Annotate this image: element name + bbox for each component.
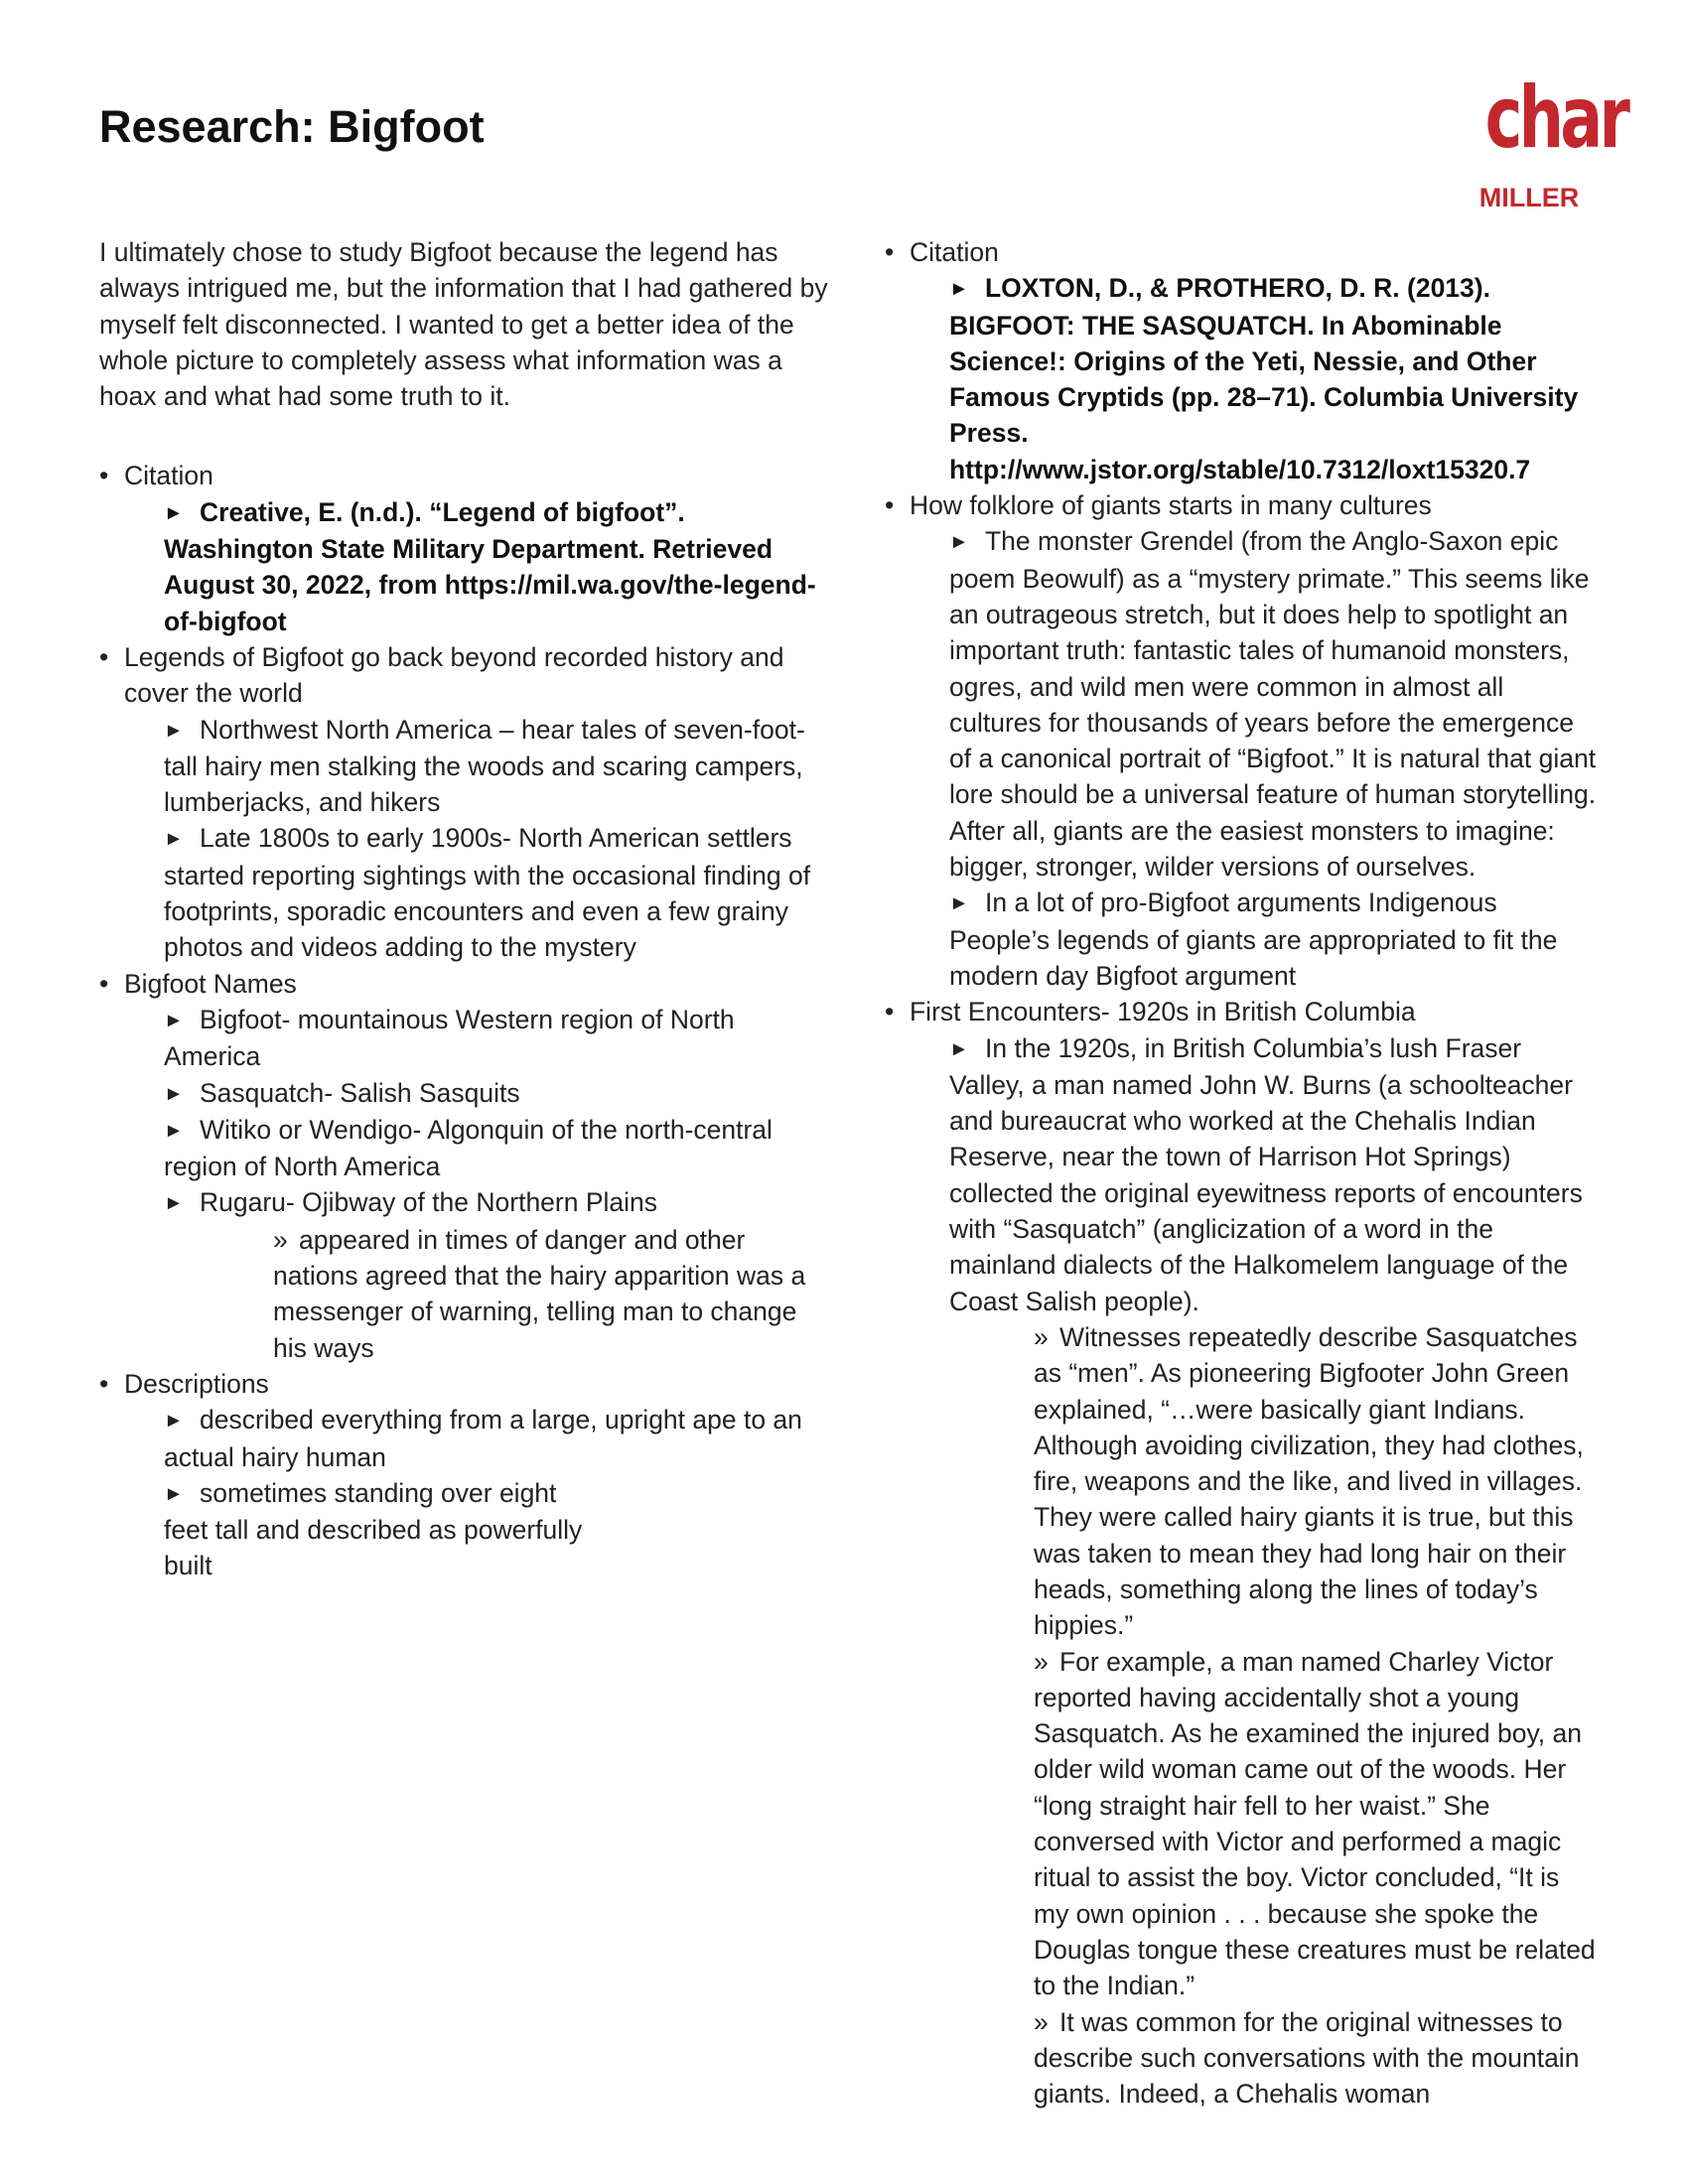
triangle-bullet-icon: ► [164,1082,184,1105]
list-item [99,1402,834,1475]
list-item-text: Bigfoot- mountainous Western region of North America [164,1004,735,1072]
names-bullet [99,966,834,1002]
page-title: Research: Bigfoot [99,101,485,152]
raquo-bullet-icon: » [1034,2006,1049,2037]
encounters-heading: First Encounters- 1920s in British Columbia [910,997,1416,1027]
triangle-bullet-icon: ► [164,501,184,524]
triangle-bullet-icon: ► [164,1192,184,1215]
list-item [99,820,834,965]
list-item-text: The monster Grendel (from the Anglo-Saxon epic poem Beowulf) as a “mystery primate.” This seems like an outrageous stretch, but it does help to spotlight an important truth: fantastic tales of humanoid monsters, ogres, and wild men were common in almost all cultures for thousands of years before the emergence of a canonical portrait of “Bigfoot.” It is natural that giant lore should be a universal feature of human storytelling. After all, giants are the easiest monsters to imagine: bigger, stronger, wilder versions of ourselves. [949,526,1597,883]
citation-reference [99,494,834,639]
sub-list-item-text: appeared in times of danger and other nations agreed that the hairy apparition was a messenger of warning, telling man to change his ways [273,1224,806,1363]
list-item-text: Late 1800s to early 1900s- North American settlers started reporting sightings with the occasional finding of footprints, sporadic encounters and even a few grainy photos and videos adding to the mystery [164,823,811,963]
triangle-bullet-icon: ► [949,278,969,301]
bullet-icon: • [885,997,895,1027]
list-item-text: sometimes standing over eight feet tall and described as powerfully built [164,1477,583,1581]
list-item-text: In the 1920s, in British Columbia’s lush Fraser Valley, a man named John W. Burns (a schoolteacher and bureaucrat who worked at the Chehalis Indian Reserve, near the town of Harrison Hot Springs) collected the original eyewitness reports of encounters with “Sasquatch” (anglicization of a word in the mainland dialects of the Halkomelem language of the Coast Salish people). [949,1032,1583,1316]
list-item [99,1475,834,1584]
list-item [99,1002,834,1075]
logo-miller-text: MILLER [1478,183,1580,212]
bullet-icon: • [885,237,895,267]
sub-list-item [99,1222,834,1366]
list-item-text: Sasquatch- Salish Sasquits [200,1077,520,1108]
left-column [99,234,834,1584]
intro-paragraph: I ultimately chose to study Bigfoot because the legend has always intrigued me, but the information that I had gathered by myself felt disconnected. I wanted to get a better idea of the whole picture to completely assess what information was a hoax and what had some truth to it. [99,237,828,412]
raquo-bullet-icon: » [273,1224,288,1255]
raquo-bullet-icon: » [1034,1321,1049,1352]
list-item-text: In a lot of pro-Bigfoot arguments Indigenous People’s legends of giants are appropriated to fit the modern day Bigfoot argument [949,887,1558,991]
descriptions-bullet [99,1366,834,1402]
list-item-text: Witiko or Wendigo- Algonquin of the north-central region of North America [164,1114,773,1182]
bullet-icon: • [885,490,895,521]
list-item [99,1112,834,1185]
list-item [885,885,1600,994]
sub-list-item-text: It was common for the original witnesses to describe such conversations with the mountain giants. Indeed, a Chehalis woman [1034,2006,1580,2110]
bullet-icon: • [99,461,109,491]
encounters-bullet [885,994,1600,1029]
list-item-text: described everything from a large, upright ape to an actual hairy human [164,1405,802,1472]
citation-heading: Citation [124,461,213,491]
folklore-heading: How folklore of giants starts in many cultures [910,490,1432,521]
triangle-bullet-icon: ► [164,719,184,742]
triangle-bullet-icon: ► [164,1119,184,1142]
logo-char-text: char [1484,68,1627,168]
citation-text: Creative, E. (n.d.). “Legend of bigfoot”. Washington State Military Department. Retrieved August 30, 2022, from https://mil.wa.gov/the-legend-of-bigfoot [164,496,816,636]
list-item [885,1030,1600,1319]
bullet-icon: • [99,1368,109,1399]
citation-heading: Citation [910,237,999,267]
legends-heading: Legends of Bigfoot go back beyond recorded history and cover the world [124,641,784,709]
sub-list-item-text: For example, a man named Charley Victor reported having accidentally shot a young Sasquatch. As he examined the injured boy, an older wild woman came out of the woods. Her “long straight hair fell to her waist.” She conversed with Victor and performed a magic ritual to assist the boy. Victor concluded, “It is my own opinion . . . because she spoke the Douglas tongue these creatures must be related to the Indian.” [1034,1646,1596,2001]
triangle-bullet-icon: ► [164,1482,184,1505]
list-item [99,1184,834,1221]
legends-bullet [99,639,834,712]
bullet-icon: • [99,968,109,999]
citation-reference [885,270,1600,487]
list-item [99,712,834,821]
citation-bullet [885,234,1600,270]
raquo-bullet-icon: » [1034,1646,1049,1677]
list-item-text: Rugaru- Ojibway of the Northern Plains [200,1187,658,1218]
folklore-bullet [885,487,1600,523]
list-item [885,523,1600,885]
sub-list-item-text: Witnesses repeatedly describe Sasquatches as “men”. As pioneering Bigfooter John Green explained, “…were basically giant Indians. Although avoiding civilization, they had clothes, fire, weapons and the like, and lived in villages. They were called hairy giants it is true, but this was taken to mean they had long hair on their heads, something along the lines of today’s hippies.” [1034,1321,1584,1641]
char-miller-logo [1470,68,1627,218]
sub-list-item [885,1644,1600,2004]
citation-text: LOXTON, D., & PROTHERO, D. R. (2013). BIGFOOT: THE SASQUATCH. In Abominable Science!: Origins of the Yeti, Nessie, and Other Famous Cryptids (pp. 28–71). Columbia University Press. http://www.jstor.org/stable/10.7312/loxt15320.7 [949,273,1579,484]
right-column [885,234,1600,2112]
triangle-bullet-icon: ► [164,1410,184,1433]
descriptions-heading: Descriptions [124,1368,269,1399]
bullet-icon: • [99,641,109,672]
sub-list-item [885,1319,1600,1644]
list-item-text: Northwest North America – hear tales of seven-foot-tall hairy men stalking the woods and scaring campers, lumberjacks, and hikers [164,714,805,818]
triangle-bullet-icon: ► [949,892,969,915]
triangle-bullet-icon: ► [164,828,184,851]
triangle-bullet-icon: ► [164,1009,184,1031]
citation-bullet [99,458,834,493]
triangle-bullet-icon: ► [949,531,969,554]
sub-list-item [885,2004,1600,2113]
triangle-bullet-icon: ► [949,1037,969,1060]
list-item [99,1075,834,1112]
names-heading: Bigfoot Names [124,968,297,999]
